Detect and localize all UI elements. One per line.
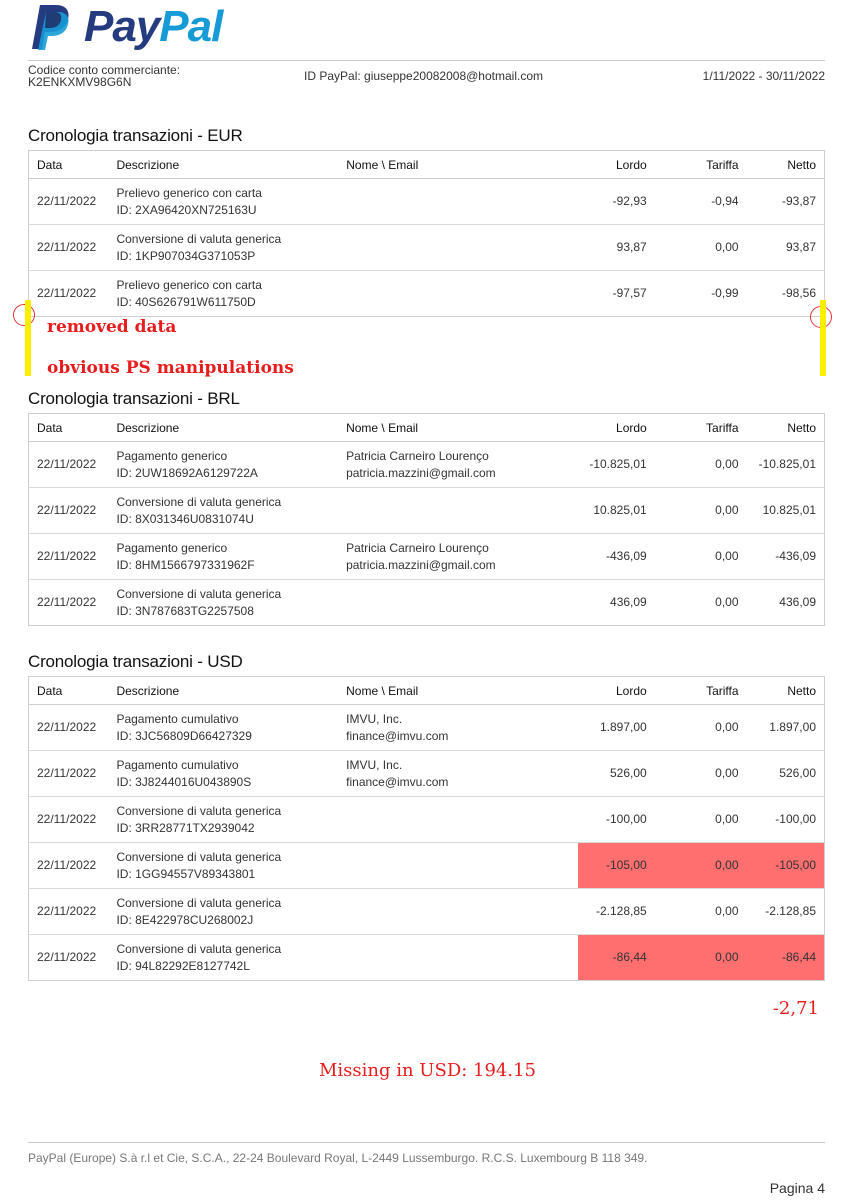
eur-section-title: Cronologia transazioni - EUR: [28, 126, 243, 145]
table-row: [29, 225, 825, 271]
row-name-email: [338, 797, 578, 843]
row-desc-text: Pagamento generico: [116, 540, 228, 555]
row-net-highlighted: -105,00: [747, 843, 825, 889]
col-gross: Lordo: [578, 677, 655, 705]
highlight-bar-left: [25, 300, 31, 376]
row-fee: 0,00: [655, 797, 747, 843]
manipulation-note: obvious PS manipulations: [47, 358, 294, 378]
row-net: -98,56: [781, 286, 816, 300]
table-row: [29, 534, 825, 580]
col-description: Descrizione: [108, 677, 338, 705]
table-row: [29, 705, 825, 751]
table-row: [29, 179, 825, 225]
merchant-code: K2ENKXMV98G6N: [28, 75, 132, 89]
row-transaction-id: ID: 3JC56809D66427329: [116, 728, 252, 743]
row-name: IMVU, Inc.: [346, 711, 403, 726]
row-date: 22/11/2022: [29, 797, 109, 843]
row-date: 22/11/2022: [29, 705, 109, 751]
table-row: [29, 271, 825, 317]
removed-data-note: removed data: [47, 317, 177, 337]
row-date: 22/11/2022: [29, 488, 109, 534]
row-fee: 0,00: [715, 595, 739, 609]
row-gross-highlighted: -86,44: [578, 935, 655, 981]
highlight-bar-right: [820, 300, 826, 376]
row-transaction-id: ID: 8E422978CU268002J: [116, 912, 254, 927]
row-description: [108, 889, 338, 935]
row-description: [108, 225, 338, 271]
row-gross-highlighted: -105,00: [578, 843, 655, 889]
row-gross: -10.825,01: [578, 442, 655, 488]
row-description: [108, 705, 338, 751]
row-transaction-id: ID: 2UW18692A6129722A: [116, 465, 258, 480]
row-fee: 0,00: [655, 889, 747, 935]
col-name-email: Nome \ Email: [338, 414, 578, 442]
col-net: Netto: [747, 151, 825, 179]
col-fee: Tariffa: [655, 677, 747, 705]
row-name-email: [338, 705, 578, 751]
row-name: Patricia Carneiro Lourenço: [346, 540, 489, 555]
row-net: -93,87: [747, 179, 825, 225]
row-gross: -2.128,85: [578, 889, 655, 935]
row-net: -2.128,85: [747, 889, 825, 935]
col-name-email: Nome \ Email: [338, 677, 578, 705]
row-date: 22/11/2022: [29, 843, 109, 889]
statement-header: [28, 64, 825, 90]
row-fee: 0,00: [655, 534, 747, 580]
row-desc-text: Pagamento cumulativo: [116, 757, 239, 772]
row-net: 526,00: [747, 751, 825, 797]
table-header-row: [29, 677, 825, 705]
row-fee: 0,00: [655, 488, 747, 534]
row-description: [108, 271, 338, 317]
row-name-email: [338, 488, 578, 534]
row-gross: 526,00: [578, 751, 655, 797]
row-description: [108, 797, 338, 843]
row-name-email: [338, 889, 578, 935]
footer-divider: [28, 1142, 825, 1143]
paypal-wordmark: PayPal: [84, 2, 223, 51]
col-date: Data: [29, 151, 109, 179]
table-row: [29, 488, 825, 534]
row-desc-text: Prelievo generico con carta: [116, 185, 262, 200]
row-gross: -100,00: [578, 797, 655, 843]
missing-usd-note: Missing in USD: 194.15: [318, 1060, 537, 1081]
row-name-email: [338, 442, 578, 488]
row-gross: -92,93: [578, 179, 655, 225]
row-desc-text: Conversione di valuta generica: [116, 895, 282, 910]
row-net: 436,09: [779, 595, 816, 609]
row-date: 22/11/2022: [29, 534, 109, 580]
row-transaction-id: ID: 8X031346U0831074U: [116, 511, 254, 526]
row-description: [108, 751, 338, 797]
row-desc-text: Pagamento cumulativo: [116, 711, 239, 726]
row-transaction-id: ID: 3J8244016U043890S: [116, 774, 252, 789]
row-description: [108, 843, 338, 889]
row-transaction-id: ID: 1KP907034G371053P: [116, 248, 256, 263]
table-row: [29, 843, 825, 889]
row-name-email: [338, 843, 578, 889]
brl-transactions-table: [28, 413, 825, 626]
discrepancy-total-note: -2,71: [772, 998, 819, 1019]
col-date: Data: [29, 677, 109, 705]
col-fee: Tariffa: [655, 414, 747, 442]
footer-legal-text: PayPal (Europe) S.à r.l et Cie, S.C.A., 22-24 Boulevard Royal, L-2449 Lussemburgo. R.C.S. Luxembourg B 118 349.: [28, 1151, 648, 1165]
row-name-email: [338, 534, 578, 580]
paypal-id: ID PayPal: giuseppe20082008@hotmail.com: [304, 69, 543, 83]
row-desc-text: Conversione di valuta generica: [116, 231, 282, 246]
row-desc-text: Conversione di valuta generica: [116, 803, 282, 818]
row-desc-text: Pagamento generico: [116, 448, 228, 463]
paypal-p-icon: [30, 3, 72, 51]
row-gross: 1.897,00: [578, 705, 655, 751]
row-desc-text: Conversione di valuta generica: [116, 586, 282, 601]
usd-transactions-table: [28, 676, 825, 981]
row-date: 22/11/2022: [29, 179, 109, 225]
row-fee: 0,00: [655, 751, 747, 797]
row-fee-highlighted: 0,00: [655, 935, 747, 981]
row-gross: -97,57: [612, 286, 647, 300]
row-transaction-id: ID: 3N787683TG2257508: [116, 603, 254, 618]
eur-transactions-table: [28, 150, 825, 317]
row-date: 22/11/2022: [37, 950, 97, 964]
row-net: -436,09: [747, 534, 825, 580]
table-row: [29, 935, 825, 981]
col-net: Netto: [747, 414, 825, 442]
row-email: finance@imvu.com: [346, 728, 449, 743]
row-fee-highlighted: 0,00: [655, 843, 747, 889]
row-name-email: [338, 580, 578, 626]
row-fee: 0,00: [655, 705, 747, 751]
table-row: [29, 442, 825, 488]
row-name-email: [338, 935, 578, 981]
row-transaction-id: ID: 1GG94557V89343801: [116, 866, 256, 881]
merchant-label: Codice conto commerciante:: [28, 63, 181, 77]
col-gross: Lordo: [578, 414, 655, 442]
col-description: Descrizione: [108, 414, 338, 442]
row-net: 1.897,00: [747, 705, 825, 751]
row-net-highlighted: -86,44: [747, 935, 825, 981]
page-number: Pagina 4: [769, 1180, 825, 1196]
row-description: [108, 580, 338, 626]
table-header-row: [29, 151, 825, 179]
row-transaction-id: ID: 2XA96420XN725163U: [116, 202, 257, 217]
row-name-email: [338, 271, 578, 317]
statement-period: 1/11/2022 - 30/11/2022: [702, 69, 825, 83]
table-header-row: [29, 414, 825, 442]
row-date: 22/11/2022: [29, 442, 109, 488]
row-description: [108, 488, 338, 534]
row-description: [108, 935, 338, 981]
row-name-email: [338, 179, 578, 225]
row-desc-text: Conversione di valuta generica: [116, 849, 282, 864]
row-date: 22/11/2022: [29, 751, 109, 797]
row-desc-text: Prelievo generico con carta: [116, 277, 262, 292]
row-name: Patricia Carneiro Lourenço: [346, 448, 489, 463]
row-gross: -436,09: [578, 534, 655, 580]
row-gross: 10.825,01: [578, 488, 655, 534]
row-email: patricia.mazzini@gmail.com: [346, 557, 496, 572]
row-desc-text: Conversione di valuta generica: [116, 494, 282, 509]
row-transaction-id: ID: 94L82292E8127742L: [116, 958, 250, 973]
col-gross: Lordo: [578, 151, 655, 179]
row-description: [108, 179, 338, 225]
table-row: [29, 751, 825, 797]
row-net: -100,00: [747, 797, 825, 843]
row-name: IMVU, Inc.: [346, 757, 403, 772]
merchant-account: [28, 64, 180, 88]
brl-section-title: Cronologia transazioni - BRL: [28, 389, 240, 408]
row-fee: -0,99: [711, 286, 739, 300]
col-name-email: Nome \ Email: [338, 151, 578, 179]
col-description: Descrizione: [108, 151, 338, 179]
row-gross: 93,87: [578, 225, 655, 271]
row-name-email: [338, 751, 578, 797]
row-fee: 0,00: [655, 442, 747, 488]
table-row: [29, 889, 825, 935]
table-row: [29, 580, 825, 626]
row-date: 22/11/2022: [37, 286, 97, 300]
row-date: 22/11/2022: [29, 889, 109, 935]
row-fee: 0,00: [655, 225, 747, 271]
row-fee: -0,94: [655, 179, 747, 225]
row-description: [108, 534, 338, 580]
row-description: [108, 442, 338, 488]
row-date: 22/11/2022: [29, 225, 109, 271]
row-net: 10.825,01: [747, 488, 825, 534]
col-net: Netto: [747, 677, 825, 705]
row-net: -10.825,01: [747, 442, 825, 488]
usd-section-title: Cronologia transazioni - USD: [28, 652, 243, 671]
paypal-logo: [30, 2, 260, 52]
col-date: Data: [29, 414, 109, 442]
row-desc-text: Conversione di valuta generica: [116, 941, 282, 956]
row-transaction-id: ID: 3RR28771TX2939042: [116, 820, 255, 835]
row-email: finance@imvu.com: [346, 774, 449, 789]
manipulation-circle-left: [13, 304, 35, 326]
header-divider: [28, 60, 825, 61]
col-fee: Tariffa: [655, 151, 747, 179]
row-name-email: [338, 225, 578, 271]
table-row: [29, 797, 825, 843]
row-email: patricia.mazzini@gmail.com: [346, 465, 496, 480]
row-transaction-id: ID: 40S626791W611750D: [116, 294, 256, 309]
row-gross: 436,09: [610, 595, 647, 609]
row-net: 93,87: [747, 225, 825, 271]
row-transaction-id: ID: 8HM1566797331962F: [116, 557, 255, 572]
row-date: 22/11/2022: [37, 595, 97, 609]
